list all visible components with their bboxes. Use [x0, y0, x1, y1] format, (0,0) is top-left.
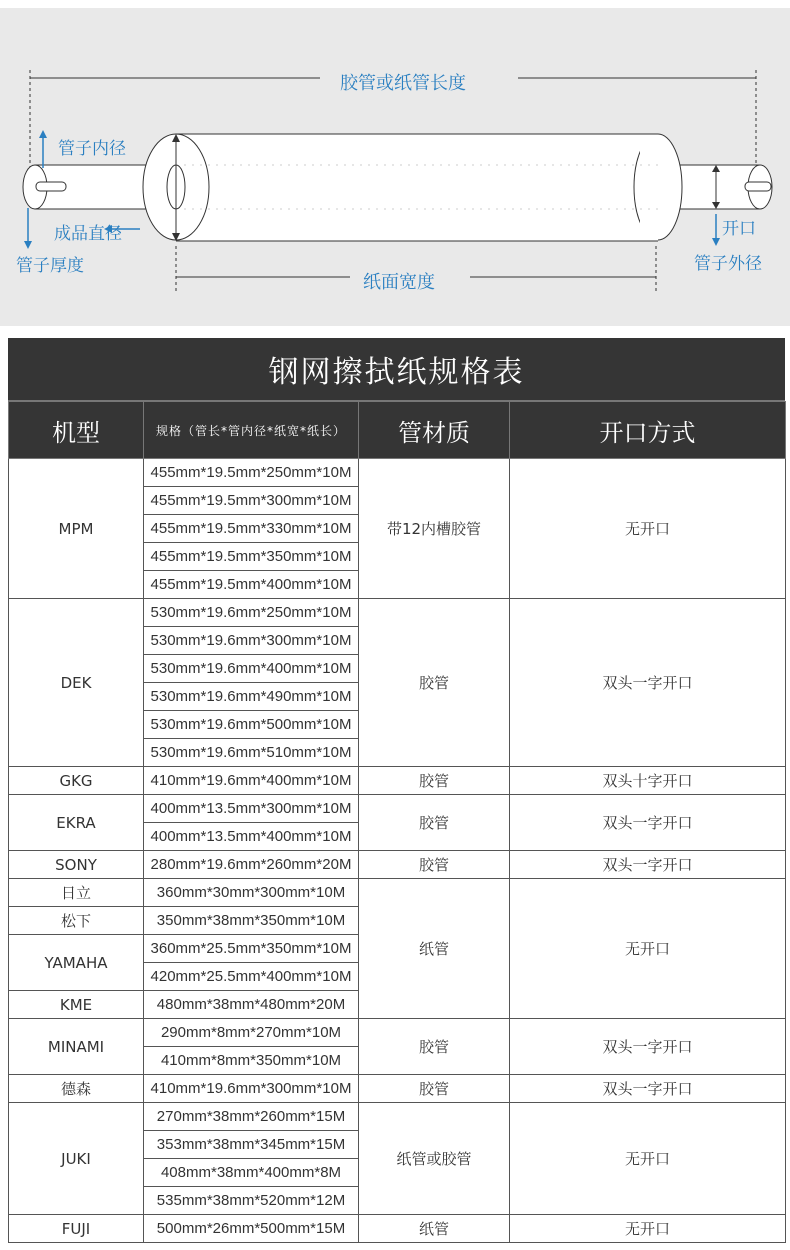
table-row — [9, 599, 786, 627]
table-row — [9, 1075, 786, 1103]
spec-cell: 530mm*19.6mm*510mm*10M — [144, 739, 359, 767]
spec-cell: 530mm*19.6mm*490mm*10M — [144, 683, 359, 711]
outer-diameter-label: 管子外径 — [694, 254, 762, 274]
opening-label: 开口 — [722, 219, 756, 239]
header-model: 机型 — [9, 402, 144, 459]
material-cell: 胶管 — [359, 767, 510, 795]
table-body — [9, 459, 786, 1243]
opening-cell: 双头一字开口 — [510, 1019, 786, 1075]
spec-cell: 280mm*19.6mm*260mm*20M — [144, 851, 359, 879]
length-label: 胶管或纸管长度 — [340, 73, 466, 94]
material-cell: 胶管 — [359, 1075, 510, 1103]
spec-table — [8, 401, 786, 1243]
spec-cell: 480mm*38mm*480mm*20M — [144, 991, 359, 1019]
model-cell: YAMAHA — [9, 935, 144, 991]
spec-cell: 530mm*19.6mm*250mm*10M — [144, 599, 359, 627]
model-cell: 日立 — [9, 879, 144, 907]
opening-cell: 双头一字开口 — [510, 599, 786, 767]
model-cell: 德森 — [9, 1075, 144, 1103]
spec-cell: 455mm*19.5mm*330mm*10M — [144, 515, 359, 543]
opening-cell: 无开口 — [510, 1103, 786, 1215]
header-material: 管材质 — [359, 402, 510, 459]
spec-cell: 350mm*38mm*350mm*10M — [144, 907, 359, 935]
material-cell: 胶管 — [359, 1019, 510, 1075]
spec-cell: 400mm*13.5mm*400mm*10M — [144, 823, 359, 851]
paper-width-label: 纸面宽度 — [363, 272, 435, 293]
opening-cell: 无开口 — [510, 459, 786, 599]
spec-cell: 500mm*26mm*500mm*15M — [144, 1215, 359, 1243]
table-row — [9, 795, 786, 823]
material-cell: 纸管或胶管 — [359, 1103, 510, 1215]
table-row — [9, 1215, 786, 1243]
opening-cell: 无开口 — [510, 1215, 786, 1243]
model-cell: MPM — [9, 459, 144, 599]
spec-cell: 360mm*25.5mm*350mm*10M — [144, 935, 359, 963]
spec-cell: 420mm*25.5mm*400mm*10M — [144, 963, 359, 991]
opening-cell: 双头一字开口 — [510, 1075, 786, 1103]
spec-cell: 455mm*19.5mm*400mm*10M — [144, 571, 359, 599]
model-cell: JUKI — [9, 1103, 144, 1215]
spec-cell: 410mm*19.6mm*300mm*10M — [144, 1075, 359, 1103]
table-row — [9, 1019, 786, 1047]
model-cell: KME — [9, 991, 144, 1019]
table-row — [9, 459, 786, 487]
header-spec: 规格（管长*管内径*纸宽*纸长） — [144, 402, 359, 459]
table-row — [9, 851, 786, 879]
model-cell: FUJI — [9, 1215, 144, 1243]
spec-cell: 410mm*8mm*350mm*10M — [144, 1047, 359, 1075]
thickness-label: 管子厚度 — [16, 256, 84, 276]
material-cell: 胶管 — [359, 795, 510, 851]
material-cell: 胶管 — [359, 851, 510, 879]
header-row — [9, 402, 786, 459]
opening-cell: 无开口 — [510, 879, 786, 1019]
opening-cell: 双头一字开口 — [510, 851, 786, 879]
model-cell: SONY — [9, 851, 144, 879]
spec-cell: 270mm*38mm*260mm*15M — [144, 1103, 359, 1131]
material-cell: 胶管 — [359, 599, 510, 767]
spec-cell: 290mm*8mm*270mm*10M — [144, 1019, 359, 1047]
material-cell: 纸管 — [359, 1215, 510, 1243]
spec-cell: 530mm*19.6mm*300mm*10M — [144, 627, 359, 655]
spec-cell: 455mm*19.5mm*250mm*10M — [144, 459, 359, 487]
model-cell: EKRA — [9, 795, 144, 851]
inner-diameter-label: 管子内径 — [58, 139, 126, 159]
opening-cell: 双头一字开口 — [510, 795, 786, 851]
model-cell: DEK — [9, 599, 144, 767]
spec-cell: 530mm*19.6mm*500mm*10M — [144, 711, 359, 739]
table-title: 钢网擦拭纸规格表 — [8, 338, 785, 401]
spec-cell: 455mm*19.5mm*300mm*10M — [144, 487, 359, 515]
spec-table-container — [8, 338, 785, 1243]
roll-diagram — [0, 8, 790, 326]
product-diameter-label: 成品直径 — [54, 224, 122, 244]
spec-cell: 530mm*19.6mm*400mm*10M — [144, 655, 359, 683]
spec-cell: 455mm*19.5mm*350mm*10M — [144, 543, 359, 571]
spec-cell: 360mm*30mm*300mm*10M — [144, 879, 359, 907]
model-cell: GKG — [9, 767, 144, 795]
spec-cell: 353mm*38mm*345mm*15M — [144, 1131, 359, 1159]
table-row — [9, 879, 786, 907]
table-row — [9, 1103, 786, 1131]
model-cell: MINAMI — [9, 1019, 144, 1075]
spec-cell: 535mm*38mm*520mm*12M — [144, 1187, 359, 1215]
opening-cell: 双头十字开口 — [510, 767, 786, 795]
header-opening: 开口方式 — [510, 402, 786, 459]
table-row — [9, 767, 786, 795]
model-cell: 松下 — [9, 907, 144, 935]
material-cell: 带12内槽胶管 — [359, 459, 510, 599]
spec-cell: 410mm*19.6mm*400mm*10M — [144, 767, 359, 795]
spec-cell: 408mm*38mm*400mm*8M — [144, 1159, 359, 1187]
material-cell: 纸管 — [359, 879, 510, 1019]
spec-cell: 400mm*13.5mm*300mm*10M — [144, 795, 359, 823]
